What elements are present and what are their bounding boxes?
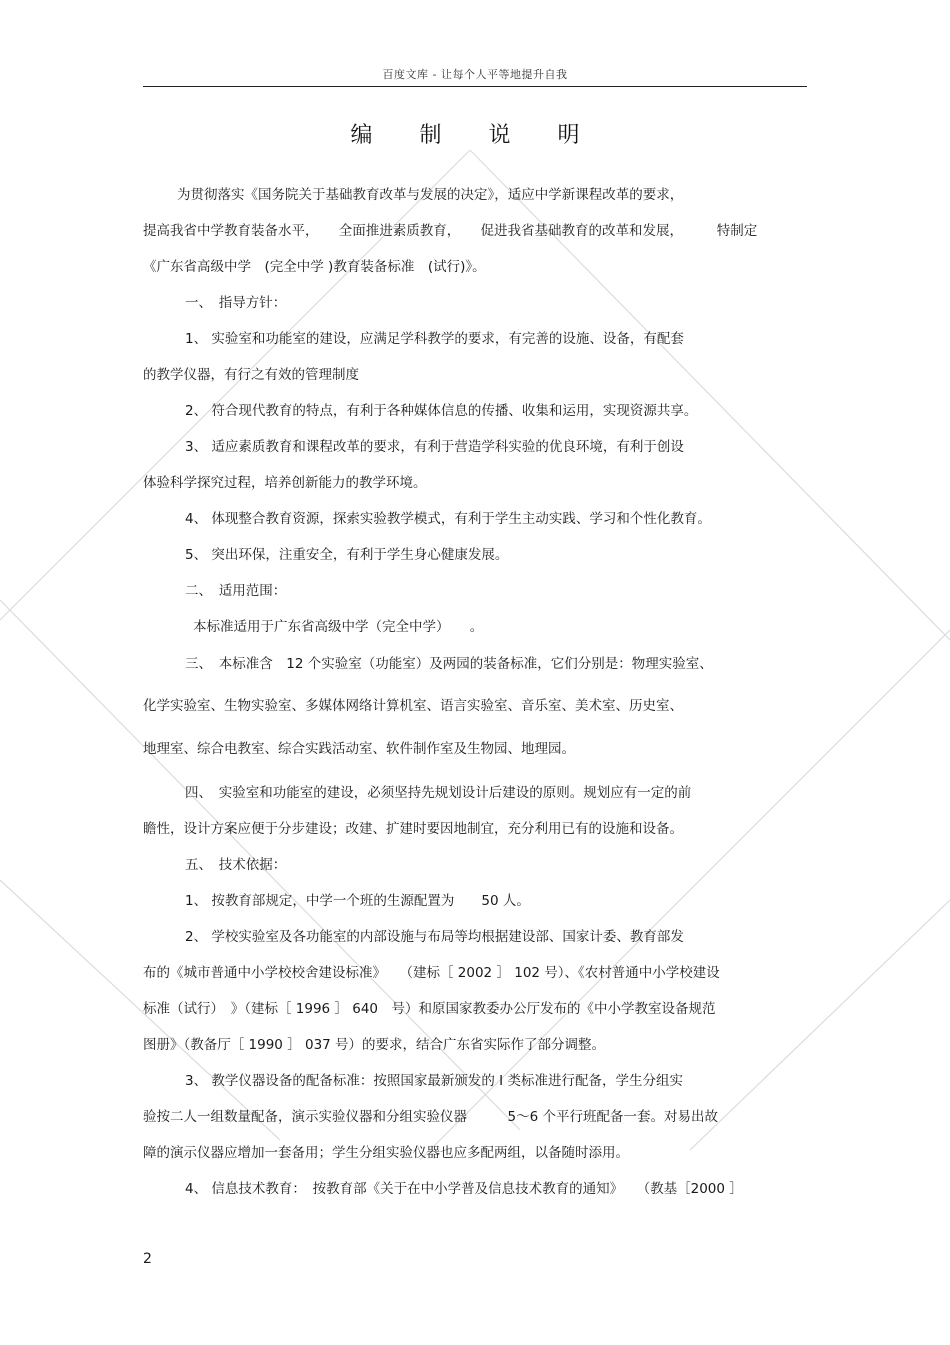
body-line: 为贯彻落实《国务院关于基础教育改革与发展的决定》，适应中学新课程改革的要求， — [177, 187, 684, 203]
body-line: 4、 信息技术教育： 按教育部《关于在中小学普及信息技术教育的通知》 （教基［2000 ］ — [185, 1181, 743, 1197]
section-heading: 二、 适用范围： — [185, 583, 287, 599]
section-heading: 一、 指导方针： — [185, 295, 287, 311]
body-line: 三、 本标准含 12 个实验室（功能室）及两园的装备标准，它们分别是：物理实验室、 — [185, 656, 713, 672]
body-line: 1、 实验室和功能室的建设，应满足学科教学的要求，有完善的设施、设备，有配套 — [185, 331, 684, 347]
body-line: 化学实验室、生物实验室、多媒体网络计算机室、语言实验室、音乐室、美术室、历史室、 — [143, 698, 683, 714]
body-line: 3、 适应素质教育和课程改革的要求，有利于营造学科实验的优良环境，有利于创设 — [185, 439, 684, 455]
body-line: 标准（试行） 》（建标［ 1996 ］ 640 号）和原国家教委办公厅发布的《中小学教室设备规范 — [143, 1001, 716, 1017]
body-line: 1、 按教育部规定，中学一个班的生源配置为 50 人。 — [185, 893, 530, 909]
body-line: 图册》（教备厅［ 1990 ］ 037 号）的要求，结合广东省实际作了部分调整。 — [143, 1037, 606, 1053]
header-rule — [143, 86, 807, 87]
body-line: 体验科学探究过程，培养创新能力的教学环境。 — [143, 475, 427, 491]
body-line: 提高我省中学教育装备水平， 全面推进素质教育， 促进我省基础教育的改革和发展， 特制定 — [143, 223, 758, 239]
body-line: 地理室、综合电教室、综合实践活动室、软件制作室及生物园、地理园。 — [143, 741, 575, 757]
body-line: 验按二人一组数量配备，演示实验仪器和分组实验仪器 5～6 个平行班配备一套。对易出故 — [143, 1109, 718, 1125]
body-line: 2、 学校实验室及各功能室的内部设施与布局等均根据建设部、国家计委、教育部发 — [185, 929, 684, 945]
body-line: 4、 体现整合教育资源，探索实验教学模式，有利于学生主动实践、学习和个性化教育。 — [185, 511, 711, 527]
body-line: 瞻性，设计方案应便于分步建设；改建、扩建时要因地制宜，充分利用已有的设施和设备。 — [143, 821, 683, 837]
body-line: 3、 教学仪器设备的配备标准：按照国家最新颁发的 I 类标准进行配备，学生分组实 — [185, 1073, 683, 1089]
section-heading: 五、 技术依据： — [185, 857, 287, 873]
body-line: 布的《城市普通中小学校校舍建设标准》 （建标［ 2002 ］ 102 号）、《农村普通中小学校建设 — [143, 965, 720, 981]
body-line: 《广东省高级中学 (完全中学 )教育装备标准 (试行)》。 — [143, 259, 486, 275]
body-line: 障的演示仪器应增加一套备用；学生分组实验仪器也应多配两组，以备随时添用。 — [143, 1145, 629, 1161]
page-number: 2 — [143, 1251, 152, 1267]
body-line: 四、 实验室和功能室的建设，必须坚持先规划设计后建设的原则。规划应有一定的前 — [185, 785, 692, 801]
body-line: 的教学仪器，有行之有效的管理制度 — [143, 367, 359, 383]
page-header: 百度文库 - 让每个人平等地提升自我 — [382, 68, 568, 81]
body-line: 本标准适用于广东省高级中学（完全中学） 。 — [193, 619, 484, 635]
body-line: 5、 突出环保，注重安全，有利于学生身心健康发展。 — [185, 547, 509, 563]
body-line: 2、 符合现代教育的特点，有利于各种媒体信息的传播、收集和运用，实现资源共享。 — [185, 403, 698, 419]
page-title: 编 制 说 明 — [350, 123, 600, 148]
